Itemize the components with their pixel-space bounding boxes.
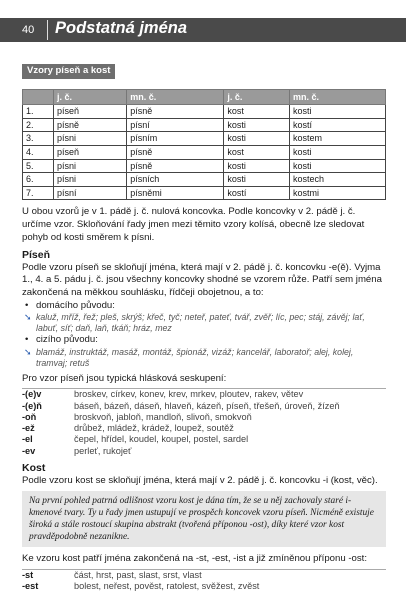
table-row <box>23 118 386 132</box>
table-cell: písně <box>54 118 127 132</box>
table-cell: kost <box>224 105 290 119</box>
table-cell: 5. <box>23 159 54 173</box>
table-cell: kostmi <box>290 186 386 200</box>
suffix: -(e)v <box>22 389 42 400</box>
suffix: -ev <box>22 445 36 456</box>
table-header: mn. č. <box>290 89 386 105</box>
table-cell: kosti <box>290 159 386 173</box>
table-cell: píseň <box>54 105 127 119</box>
section-label: Vzory píseň a kost <box>22 64 115 79</box>
heading-kost: Kost <box>22 462 46 475</box>
suffix: -est <box>22 581 39 592</box>
suffix: -ež <box>22 423 35 434</box>
table-cell: písni <box>54 159 127 173</box>
declension-table <box>22 89 386 201</box>
page-header <box>0 0 406 42</box>
header-separator <box>47 20 48 40</box>
table-cell: kostí <box>290 118 386 132</box>
suffix-row <box>22 434 386 445</box>
suffix: -oň <box>22 411 37 422</box>
suffix-row <box>22 581 386 592</box>
table-cell: kosti <box>290 105 386 119</box>
kost-paragraph: Podle vzoru kost se skloňují jména, která mají v 2. pádě j. č. koncovku -i (kost, věc). <box>22 474 378 486</box>
suffix-examples: broskev, církev, konev, krev, mrkev, plouteν, rakev, větev <box>74 389 304 400</box>
table-row <box>23 173 386 187</box>
suffix-examples: perleť, rukojeť <box>74 445 132 456</box>
table-cell: kostí <box>224 186 290 200</box>
table-header: j. č. <box>54 89 127 105</box>
suffix-examples: bolest, neřest, pověst, ratolest, svěžest, zvěst <box>74 581 260 592</box>
table-header <box>23 89 54 105</box>
table-cell: 1. <box>23 105 54 119</box>
heading-pisen: Píseň <box>22 249 51 262</box>
examples-domestic <box>22 312 386 334</box>
note-box: Na první pohled patrná odlišnost vzoru kost je dána tím, že se u něj zachovaly staré i-kmenové tvary. Ty u řady jmen ustupují ve prospěch koncovek vzoru píseň. Nicméně existuje široká a stále rostoucí skupina abstrakt (tvořená příponou -ost), díky které vzor kost pravděpodobně nezanikne. <box>22 491 386 547</box>
table-cell: písně <box>127 145 224 159</box>
examples-foreign <box>22 347 386 369</box>
table-cell: 7. <box>23 186 54 200</box>
suffix-row <box>22 412 386 423</box>
suffix-examples: broskvoň, jabloň, mandloň, slivoň, smokvoň <box>74 411 252 422</box>
arrow-icon: ➘ <box>24 346 32 357</box>
suffix: -el <box>22 434 33 445</box>
examples-foreign-text: blamáž, instruktáž, masáž, montáž, špionáž, vizáž; kancelář, laboratoř; alej, kolej, tramvaj; retuš <box>36 346 354 368</box>
page-number: 40 <box>22 24 35 36</box>
table-cell: kosti <box>224 132 290 146</box>
table-cell: písně <box>127 159 224 173</box>
pisen-paragraph: Podle vzoru píseň se skloňují jména, která mají v 2. pádě j. č. koncovku -e(ě). Vyjma 1., 4. a 5. pádu j. č. jsou všechny koncovky shodné se vzorem růže. Patří sem jména zakončená na měkkou souhlásku, řídčeji obojetnou, a to: <box>22 261 382 298</box>
table-cell: kostem <box>290 132 386 146</box>
table-cell: 4. <box>23 145 54 159</box>
pisen-clusters-intro: Pro vzor píseň jsou typická hlásková seskupení: <box>22 372 227 384</box>
table-cell: 6. <box>23 173 54 187</box>
table-cell: píseň <box>54 145 127 159</box>
kost-suffix-list <box>22 569 386 593</box>
table-cell: písním <box>127 132 224 146</box>
chapter-title: Podstatná jména <box>55 19 188 37</box>
table-cell: kosti <box>290 145 386 159</box>
table-cell: kosti <box>224 173 290 187</box>
table-cell: písně <box>127 105 224 119</box>
table-cell: písní <box>127 118 224 132</box>
table-cell: písni <box>54 132 127 146</box>
table-row <box>23 159 386 173</box>
suffix-row <box>22 388 386 400</box>
pisen-suffix-list <box>22 388 386 457</box>
suffix-examples: čepel, hřídel, koudel, koupel, postel, sardel <box>74 434 249 445</box>
suffix-row <box>22 401 386 412</box>
examples-domestic-text: kaluž, mříž, řež; pleš, skrýš; křeč, tyč; neteř, pateť, tvář, zvěř; líc, pec; stáj, závěj; lať, labuť, síť; daň, laň, tkáň; hráz, mez <box>36 312 365 334</box>
suffix-row <box>22 423 386 434</box>
table-cell: písni <box>54 173 127 187</box>
kost-suffix-intro: Ke vzoru kost patří jména zakončená na -st, -est, -ist a již zmíněnou příponu -ost: <box>22 553 368 565</box>
suffix-row <box>22 446 386 457</box>
table-header: j. č. <box>224 89 290 105</box>
arrow-icon: ➘ <box>24 312 32 323</box>
table-cell: písních <box>127 173 224 187</box>
table-header-row <box>23 89 386 105</box>
bullet-domestic: • domácího původu: <box>22 300 386 313</box>
suffix: -st <box>22 569 34 580</box>
table-header: mn. č. <box>127 89 224 105</box>
page-content <box>22 64 386 592</box>
table-cell: kostech <box>290 173 386 187</box>
table-cell: kosti <box>224 118 290 132</box>
table-cell: 2. <box>23 118 54 132</box>
suffix: -(e)ň <box>22 400 42 411</box>
intro-paragraph: U obou vzorů je v 1. pádě j. č. nulová koncovka. Podle koncovky v 2. pádě j. č. určíme vzor. Skloňování řady jmen mezi těmito vzory kolísá, obecně lze sledovat pohyb od kosti směrem k písni. <box>22 206 365 243</box>
suffix-examples: část, hrst, past, slast, srst, vlast <box>74 569 202 580</box>
table-cell: kosti <box>224 159 290 173</box>
suffix-examples: báseň, bázeň, dáseň, hlaveň, kázeň, píseň, třešeň, úroveň, žízeň <box>74 400 340 411</box>
suffix-examples: drůbež, mládež, krádež, loupež, soutěž <box>74 423 234 434</box>
table-cell: kost <box>224 145 290 159</box>
table-row <box>23 132 386 146</box>
table-cell: písněmi <box>127 186 224 200</box>
table-row <box>23 105 386 119</box>
table-cell: 3. <box>23 132 54 146</box>
table-row <box>23 186 386 200</box>
table-row <box>23 145 386 159</box>
bullet-foreign: • cizího původu: <box>22 334 386 347</box>
suffix-row <box>22 569 386 581</box>
table-cell: písní <box>54 186 127 200</box>
